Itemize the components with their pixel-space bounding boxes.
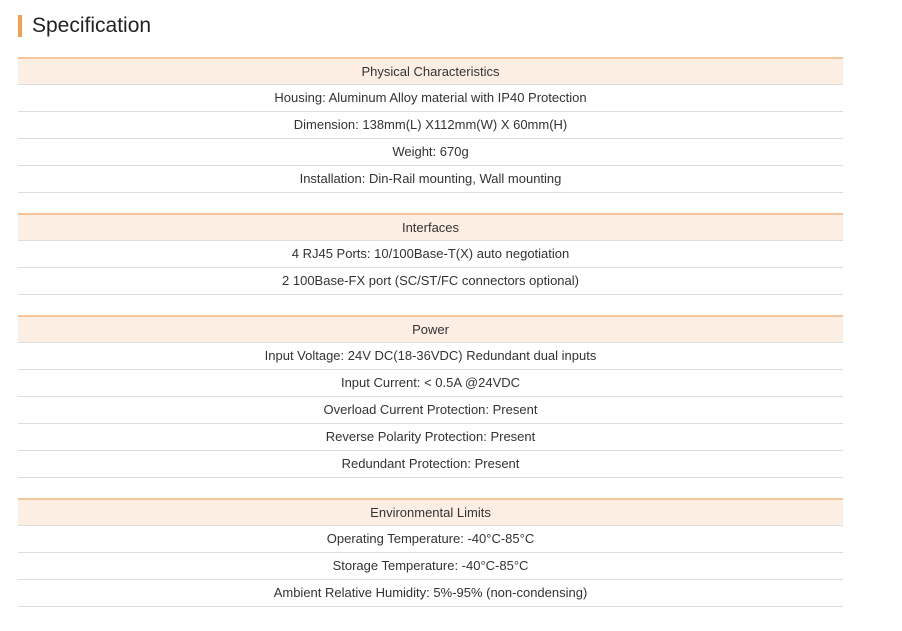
section-header: Interfaces	[18, 213, 843, 241]
section-physical-characteristics	[18, 57, 843, 193]
section-header: Environmental Limits	[18, 498, 843, 526]
heading-accent-bar	[18, 15, 22, 37]
spec-row-redundant-protection: Redundant Protection: Present	[18, 451, 843, 478]
spec-row-housing: Housing: Aluminum Alloy material with IP40 Protection	[18, 85, 843, 112]
spec-row-dimension: Dimension: 138mm(L) X112mm(W) X 60mm(H)	[18, 112, 843, 139]
spec-row-weight: Weight: 670g	[18, 139, 843, 166]
spec-row-fx-port: 2 100Base-FX port (SC/ST/FC connectors optional)	[18, 268, 843, 295]
spec-row-reverse-polarity: Reverse Polarity Protection: Present	[18, 424, 843, 451]
spec-row-rj45-ports: 4 RJ45 Ports: 10/100Base-T(X) auto negotiation	[18, 241, 843, 268]
spec-row-overload-protection: Overload Current Protection: Present	[18, 397, 843, 424]
spec-row-input-voltage: Input Voltage: 24V DC(18-36VDC) Redundant dual inputs	[18, 343, 843, 370]
section-header: Power	[18, 315, 843, 343]
section-header: Physical Characteristics	[18, 57, 843, 85]
section-environmental-limits	[18, 498, 843, 607]
spec-row-operating-temperature: Operating Temperature: -40°C-85°C	[18, 526, 843, 553]
spec-row-input-current: Input Current: < 0.5A @24VDC	[18, 370, 843, 397]
spec-row-storage-temperature: Storage Temperature: -40°C-85°C	[18, 553, 843, 580]
section-power	[18, 315, 843, 478]
spec-table	[18, 57, 843, 627]
spec-row-installation: Installation: Din-Rail mounting, Wall mounting	[18, 166, 843, 193]
page-heading	[18, 14, 151, 38]
page-title: Specification	[32, 14, 152, 37]
spec-row-humidity: Ambient Relative Humidity: 5%-95% (non-condensing)	[18, 580, 843, 607]
section-interfaces	[18, 213, 843, 295]
